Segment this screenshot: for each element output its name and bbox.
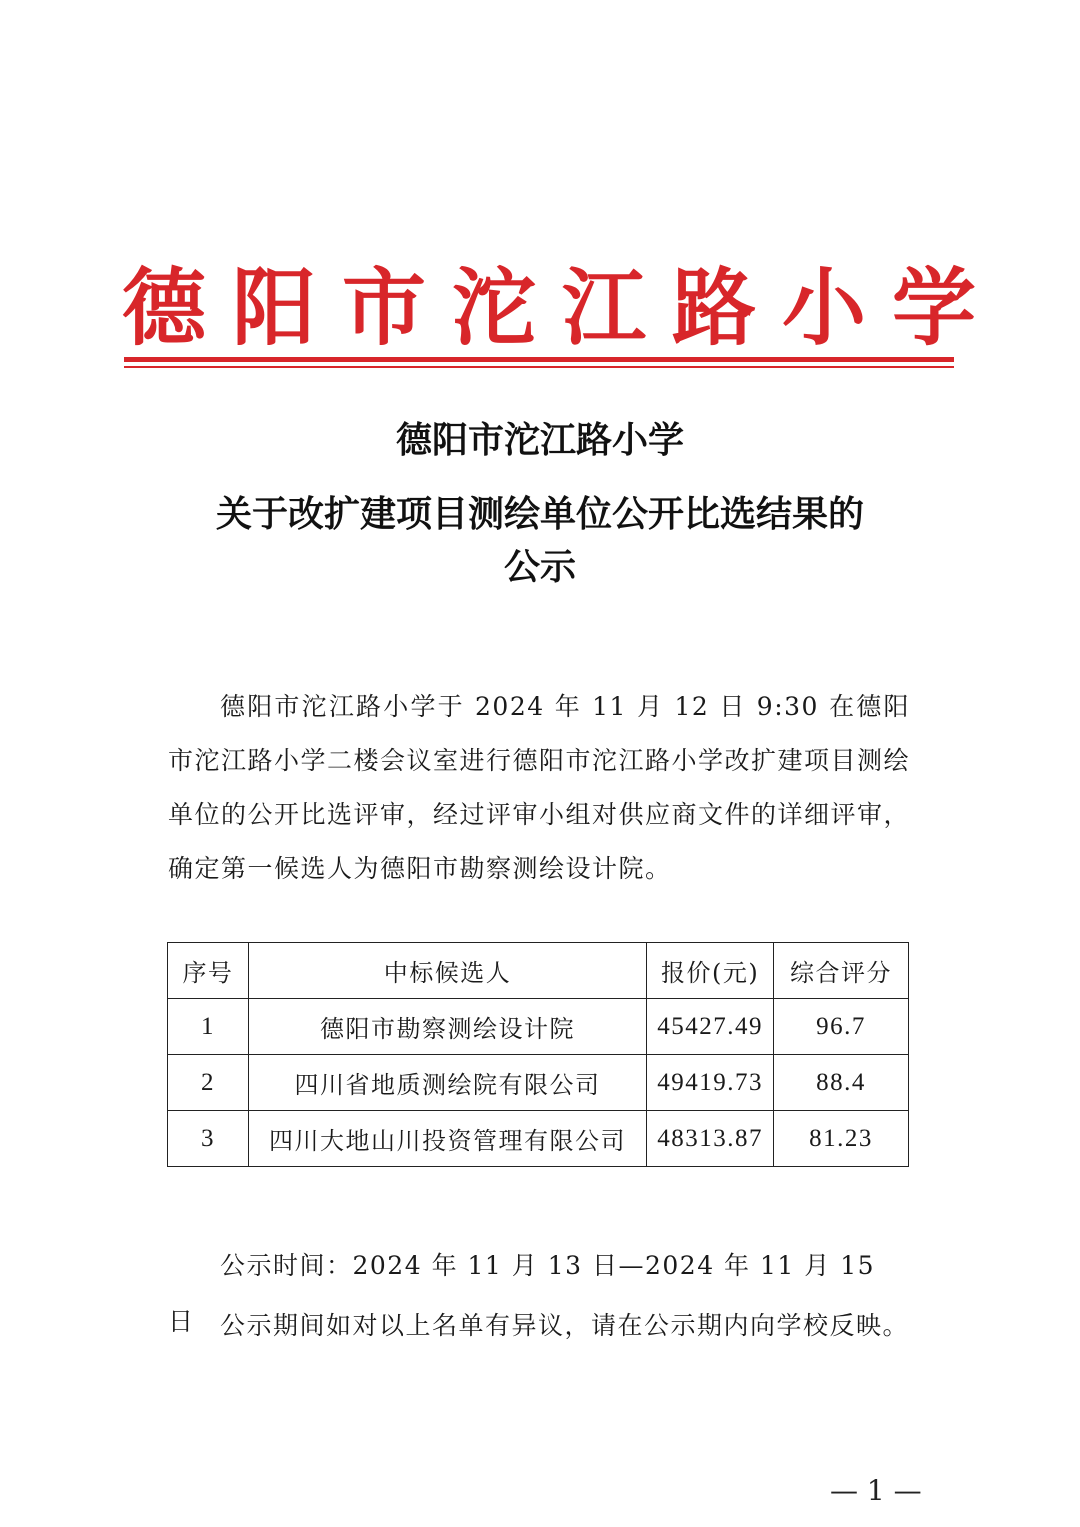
- row-index: 2: [168, 1055, 249, 1111]
- table-header-row: [168, 943, 909, 999]
- masthead-rule-thin: [124, 366, 954, 368]
- header-score: 综合评分: [774, 943, 909, 999]
- table-row: [168, 999, 909, 1055]
- row-candidate: 德阳市勘察测绘设计院: [248, 999, 646, 1055]
- header-candidate: 中标候选人: [248, 943, 646, 999]
- intro-paragraph: 德阳市沱江路小学于 2024 年 11 月 12 日 9:30 在德阳市沱江路小学二楼会议室进行德阳市沱江路小学改扩建项目测绘单位的公开比选评审，经过评审小组对供应商文件的详细评审，确定第一候选人为德阳市勘察测绘设计院。: [168, 692, 911, 883]
- header-index: 序号: [168, 943, 249, 999]
- table-row: [168, 1111, 909, 1167]
- title-line-1: 德阳市沱江路小学: [395, 419, 684, 461]
- notice-objection: 公示期间如对以上名单有异议，请在公示期内向学校反映。: [220, 1311, 910, 1340]
- row-score: 81.23: [774, 1111, 909, 1167]
- page-number: — 1 —: [830, 1474, 922, 1507]
- row-index: 1: [168, 999, 249, 1055]
- row-price: 45427.49: [647, 999, 774, 1055]
- masthead-rule-thick: [124, 357, 954, 362]
- notice-period: 公示时间：2024 年 11 月 13 日—2024 年 11 月 15 日: [168, 1251, 876, 1336]
- results-table: [167, 942, 909, 1167]
- row-candidate: 四川省地质测绘院有限公司: [248, 1055, 646, 1111]
- table-row: [168, 1055, 909, 1111]
- row-price: 48313.87: [647, 1111, 774, 1167]
- row-price: 49419.73: [647, 1055, 774, 1111]
- title-line-3: 公示: [503, 546, 576, 588]
- row-score: 88.4: [774, 1055, 909, 1111]
- row-candidate: 四川大地山川投资管理有限公司: [248, 1111, 646, 1167]
- row-score: 96.7: [774, 999, 909, 1055]
- header-price: 报价(元): [647, 943, 774, 999]
- title-line-2: 关于改扩建项目测绘单位公开比选结果的: [215, 493, 864, 535]
- red-masthead: 德阳市沱江路小学: [122, 259, 1003, 357]
- row-index: 3: [168, 1111, 249, 1167]
